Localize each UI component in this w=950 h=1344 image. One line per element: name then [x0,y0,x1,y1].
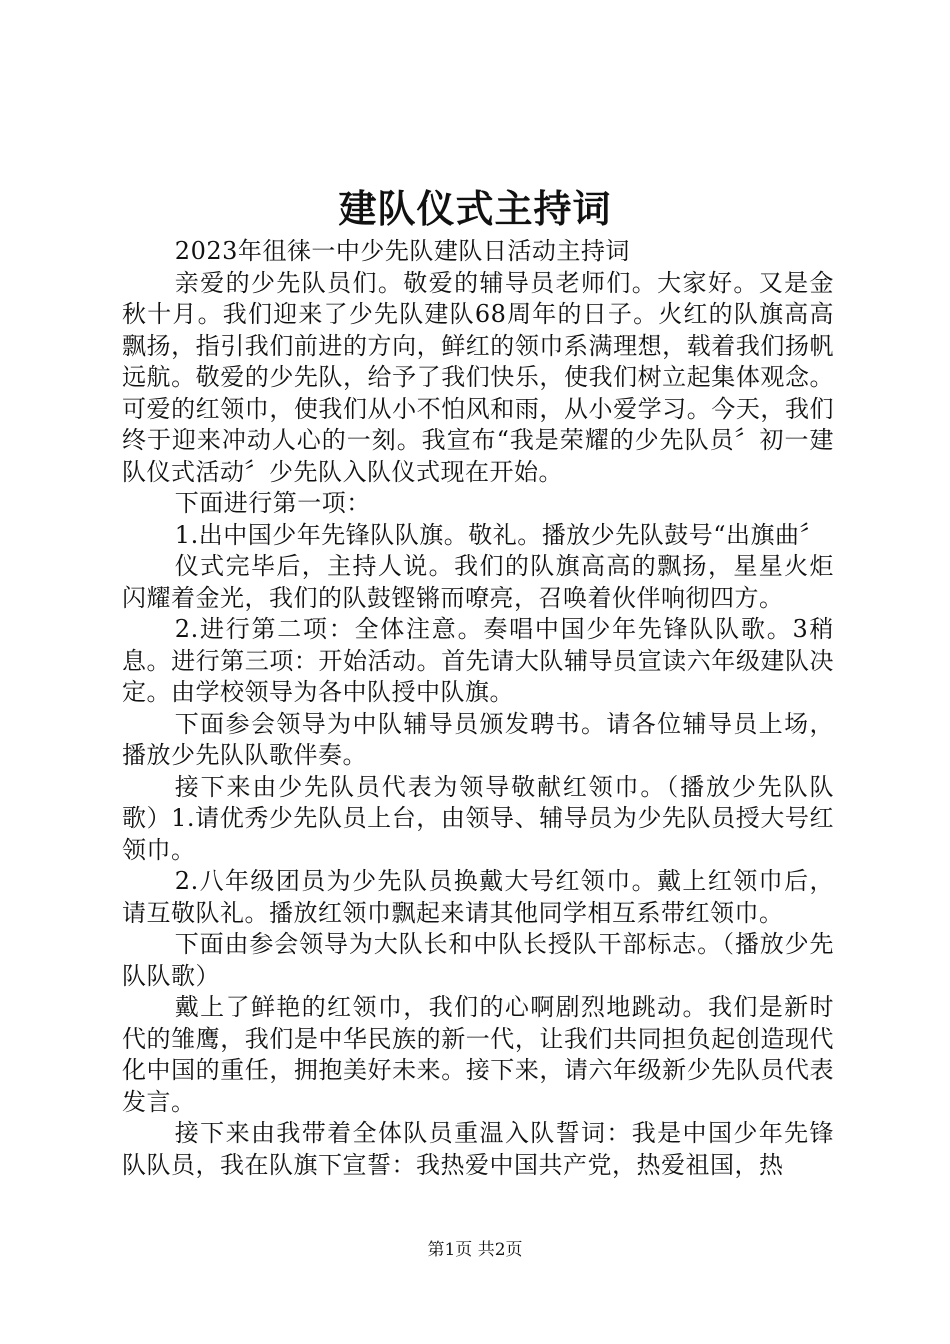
paragraph: 2.八年级团员为少先队员换戴大号红领巾。戴上红领巾后，请互敬队礼。播放红领巾飘起来请其他同学相互系带红领巾。 [122,867,834,927]
page-footer: 第1页 共2页 [427,1240,523,1260]
paragraph: 亲爱的少先队员们。敬爱的辅导员老师们。大家好。又是金秋十月。我们迎来了少先队建队68周年的日子。火红的队旗高高飘扬，指引我们前进的方向，鲜红的领巾系满理想，载着我们扬帆远航。敬爱的少先队，给予了我们快乐，使我们树立起集体观念。可爱的红领巾，使我们从小不怕风和雨，从小爱学习。今天，我们终于迎来冲动人心的一刻。我宣布“我是荣耀的少先队员〞初一建队仪式活动〞少先队入队仪式现在开始。 [122,268,834,486]
paragraph: 仪式完毕后，主持人说。我们的队旗高高的飘扬，星星火炬闪耀着金光，我们的队鼓铿锵而嘹亮，召唤着伙伴响彻四方。 [122,552,834,612]
paragraph: 1.出中国少年先锋队队旗。敬礼。播放少先队鼓号“出旗曲〞 [174,520,824,549]
paragraph: 2023年徂徕一中少先队建队日活动主持词 [174,237,630,265]
document-body [122,236,834,1181]
paragraph: 下面进行第一项： [174,489,371,517]
paragraph: 下面参会领导为中队辅导员颁发聘书。请各位辅导员上场，播放少先队队歌伴奏。 [122,709,834,769]
paragraph: 接下来由我带着全体队员重温入队誓词：我是中国少年先锋队队员，我在队旗下宣誓：我热爱中国共产党，热爱祖国，热 [122,1119,834,1179]
paragraph: 接下来由少先队员代表为领导敬献红领巾。（播放少先队队歌）1.请优秀少先队员上台，由领导、辅导员为少先队员授大号红领巾。 [122,772,834,864]
paragraph: 下面由参会领导为大队长和中队长授队干部标志。（播放少先队队歌） [122,930,834,990]
document-title: 建队仪式主持词 [338,186,612,231]
paragraph: 2.进行第二项：全体注意。奏唱中国少年先锋队队歌。3稍息。进行第三项：开始活动。首先请大队辅导员宣读六年级建队决定。由学校领导为各中队授中队旗。 [122,615,834,706]
paragraph: 戴上了鲜艳的红领巾，我们的心啊剧烈地跳动。我们是新时代的雏鹰，我们是中华民族的新一代，让我们共同担负起创造现代化中国的重任，拥抱美好未来。接下来，请六年级新少先队员代表发言。 [122,993,834,1116]
